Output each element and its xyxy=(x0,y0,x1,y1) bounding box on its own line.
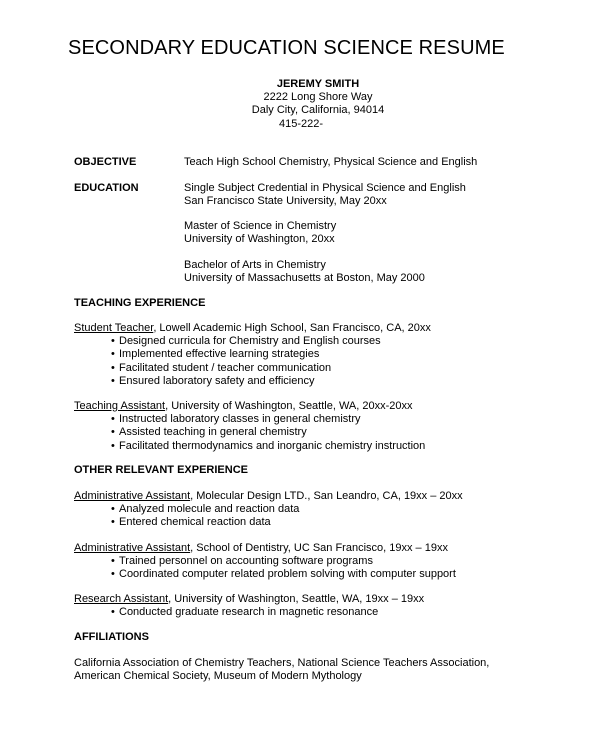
job-title-line xyxy=(74,322,431,335)
address-line-1: 2222 Long Shore Way xyxy=(263,91,373,104)
job-entry xyxy=(74,542,456,582)
bullet-icon: • xyxy=(111,503,115,516)
phone-number: 415-222- xyxy=(278,117,324,130)
job-bullets xyxy=(74,606,424,619)
page-title: SECONDARY EDUCATION SCIENCE RESUME xyxy=(68,37,505,59)
job-bullets xyxy=(74,413,425,453)
job-details: , University of Washington, Seattle, WA, 20xx-20xx xyxy=(165,400,413,412)
applicant-name: JEREMY SMITH xyxy=(276,78,360,90)
education-degree: Master of Science in Chemistry xyxy=(184,220,337,232)
job-entry xyxy=(74,490,463,530)
job-details: , University of Washington, Seattle, WA, 19xx – 19xx xyxy=(168,593,425,605)
bullet-item: • Analyzed molecule and reaction data xyxy=(111,503,300,516)
bullet-icon: • xyxy=(111,439,115,452)
bullet-icon: • xyxy=(111,348,115,361)
education-entry xyxy=(184,220,336,246)
bullet-icon: • xyxy=(111,606,115,619)
job-title-line xyxy=(74,400,425,413)
job-title-line xyxy=(74,490,463,503)
job-entry xyxy=(74,400,425,453)
objective-label: OBJECTIVE xyxy=(74,156,137,168)
bullet-item: • Conducted graduate research in magnetic resonance xyxy=(111,606,379,619)
bullet-icon: • xyxy=(111,516,115,529)
job-role: Teaching Assistant xyxy=(74,400,166,412)
bullet-icon: • xyxy=(111,361,115,374)
bullet-item: • Coordinated computer related problem solving with computer support xyxy=(111,568,456,581)
bullet-item: • Assisted teaching in general chemistry xyxy=(111,426,307,439)
bullet-icon: • xyxy=(111,374,115,387)
job-details: , School of Dentistry, UC San Francisco, 19xx – 19xx xyxy=(190,542,448,554)
job-role: Student Teacher xyxy=(74,322,154,334)
education-label: EDUCATION xyxy=(74,182,139,194)
bullet-item: • Designed curricula for Chemistry and English courses xyxy=(111,335,381,348)
education-entry xyxy=(184,259,425,285)
address-line-2: Daly City, California, 94014 xyxy=(251,104,385,117)
bullet-item: • Facilitated student / teacher communication xyxy=(111,361,332,374)
bullet-item: • Facilitated thermodynamics and inorganic chemistry instruction xyxy=(111,439,426,452)
teaching-experience-heading: TEACHING EXPERIENCE xyxy=(74,297,206,309)
job-entry xyxy=(74,593,424,619)
bullet-icon: • xyxy=(111,555,115,568)
education-degree: Single Subject Credential in Physical Science and English xyxy=(184,182,466,194)
education-degree: Bachelor of Arts in Chemistry xyxy=(184,259,326,271)
affiliations-line-2: American Chemical Society, Museum of Modern Mythology xyxy=(74,670,362,683)
bullet-icon: • xyxy=(111,426,115,439)
job-bullets xyxy=(74,335,431,388)
job-title-line xyxy=(74,542,456,555)
job-bullets xyxy=(74,555,456,581)
affiliations-text xyxy=(74,657,489,683)
bullet-item: • Ensured laboratory safety and efficiency xyxy=(111,374,315,387)
other-experience-heading: OTHER RELEVANT EXPERIENCE xyxy=(74,464,248,476)
bullet-icon: • xyxy=(111,413,115,426)
education-school: University of Washington, 20xx xyxy=(184,233,335,246)
education-school: San Francisco State University, May 20xx xyxy=(184,195,387,208)
bullet-item: • Trained personnel on accounting software programs xyxy=(111,555,373,568)
contact-block xyxy=(233,78,403,131)
education-school: University of Massachusetts at Boston, May 2000 xyxy=(184,272,425,285)
bullet-item: • Instructed laboratory classes in general chemistry xyxy=(111,413,361,426)
job-role: Administrative Assistant xyxy=(74,490,191,502)
bullet-icon: • xyxy=(111,568,115,581)
affiliations-line-1: California Association of Chemistry Teachers, National Science Teachers Association, xyxy=(74,657,490,669)
bullet-icon: • xyxy=(111,335,115,348)
job-role: Administrative Assistant xyxy=(74,542,191,554)
bullet-item: • Implemented effective learning strategies xyxy=(111,348,320,361)
job-entry xyxy=(74,322,431,388)
objective-text: Teach High School Chemistry, Physical Science and English xyxy=(184,156,478,168)
job-role: Research Assistant xyxy=(74,593,169,605)
bullet-item: • Entered chemical reaction data xyxy=(111,516,271,529)
job-details: , Molecular Design LTD., San Leandro, CA, 19xx – 20xx xyxy=(190,490,463,502)
job-details: , Lowell Academic High School, San Francisco, CA, 20xx xyxy=(153,322,431,334)
education-entry xyxy=(184,182,466,208)
affiliations-heading: AFFILIATIONS xyxy=(74,631,149,643)
job-bullets xyxy=(74,503,463,529)
job-title-line xyxy=(74,593,424,606)
